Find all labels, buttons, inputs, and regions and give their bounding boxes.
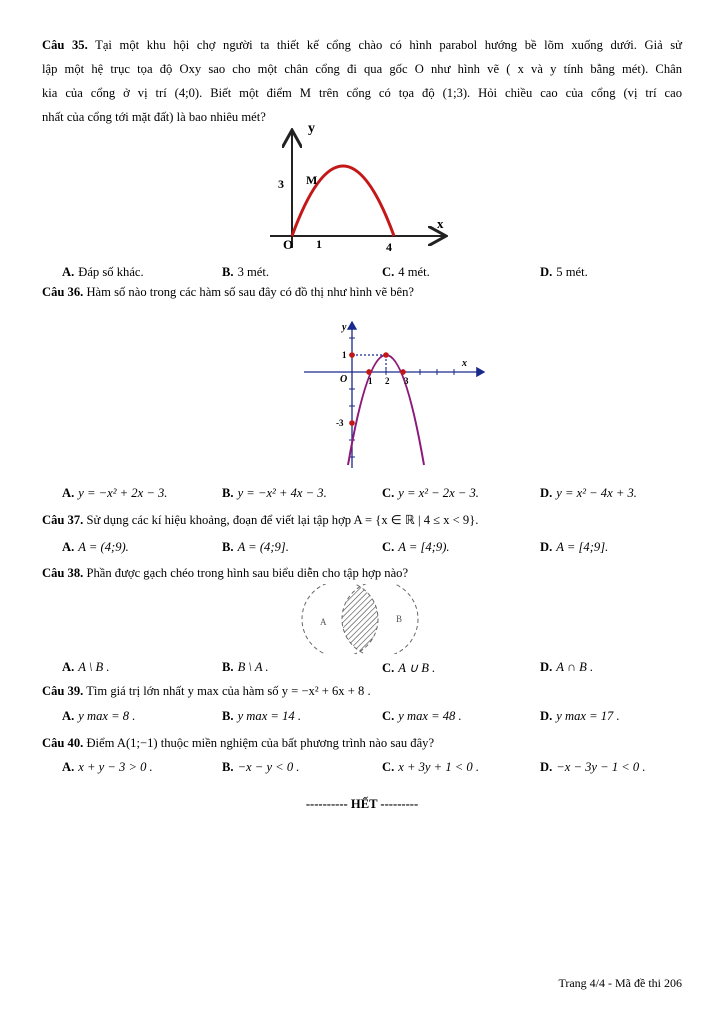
q36-text: Hàm số nào trong các hàm số sau đây có đồ thị như hình vẽ bên? <box>86 285 414 299</box>
q38-label-b: B <box>396 614 403 624</box>
q38-number: Câu 38. <box>42 566 84 580</box>
q36-y-label: y <box>342 322 347 333</box>
q35-text-1: Tại một khu hội chợ người ta thiết kế cổng chào có hình parabol hướng bề lõm xuống dưới. Giả sử <box>95 38 683 52</box>
q38-option-b[interactable]: B. B \ A . <box>222 660 269 674</box>
q38-label-a: A <box>320 617 327 627</box>
q35-x-label: x <box>437 216 444 231</box>
q38-option-d[interactable]: D. A ∩ B . <box>540 660 594 674</box>
q35-line-2 <box>42 62 682 77</box>
q36-option-c[interactable]: C. y = x² − 2x − 3. <box>382 486 479 500</box>
q40-option-b[interactable]: B. −x − y < 0 . <box>222 760 300 774</box>
q39-line <box>42 684 371 699</box>
q37-line <box>42 512 478 528</box>
q35-option-a[interactable]: A. Đáp số khác. <box>62 265 144 279</box>
q38-option-c[interactable]: C. A ∪ B . <box>382 661 436 675</box>
q40-option-d[interactable]: D. −x − 3y − 1 < 0 . <box>540 760 646 774</box>
q35-option-b[interactable]: B. 3 mét. <box>222 265 270 279</box>
q39-option-c[interactable]: C. y max = 48 . <box>382 709 462 723</box>
q37-option-c[interactable]: C. A = [4;9). <box>382 540 450 554</box>
end-marker: ---------- HẾT --------- <box>305 797 419 811</box>
q35-text-4: nhất của cổng tới mặt đất) là bao nhiêu mét? <box>42 110 266 124</box>
q36-tick-label-2: 2 <box>385 376 390 386</box>
q38-venn-figure <box>296 584 438 654</box>
page-footer: Trang 4/4 - Mã đề thi 206 <box>558 976 682 990</box>
q35-tick-1: 1 <box>316 237 322 251</box>
q39-number: Câu 39. <box>42 684 84 698</box>
q39-option-d[interactable]: D. y max = 17 . <box>540 709 620 723</box>
q35-line-1 <box>42 38 682 53</box>
q35-text-2: lập một hệ trục tọa độ Oxy sao cho một chân cổng đi qua gốc O như hình vẽ ( x và y tính bằng mét). Chân <box>42 62 682 76</box>
q36-origin: O <box>340 374 348 385</box>
q35-tick-3: 3 <box>278 177 284 191</box>
q35-y-label: y <box>308 121 315 136</box>
q35-option-d[interactable]: D. 5 mét. <box>540 265 588 279</box>
q40-option-c[interactable]: C. x + 3y + 1 < 0 . <box>382 760 480 774</box>
q38-line <box>42 566 408 581</box>
q36-tick-label-3: 3 <box>404 376 409 386</box>
q36-number: Câu 36. <box>42 285 84 299</box>
q36-point-x3 <box>400 369 406 375</box>
q36-graph-figure <box>298 318 488 470</box>
q38-option-a[interactable]: A. A \ B . <box>62 660 110 674</box>
q35-line-3 <box>42 86 682 101</box>
q35-line-4 <box>42 110 266 125</box>
q40-option-a[interactable]: A. x + y − 3 > 0 . <box>62 760 153 774</box>
q36-point-y1 <box>349 352 355 358</box>
q39-text: Tìm giá trị lớn nhất y max của hàm số y = −x² + 6x + 8 . <box>86 684 371 698</box>
q35-option-c[interactable]: C. 4 mét. <box>382 265 430 279</box>
q35-origin: O <box>283 237 294 252</box>
q36-option-d[interactable]: D. y = x² − 4x + 3. <box>540 486 637 500</box>
q40-number: Câu 40. <box>42 736 84 750</box>
q36-line <box>42 285 414 300</box>
q39-option-b[interactable]: B. y max = 14 . <box>222 709 301 723</box>
q36-tick-label-yneg3: -3 <box>336 418 344 428</box>
q35-gate-figure <box>262 118 462 258</box>
q36-x-label: x <box>462 358 467 369</box>
q38-intersection-hatch <box>342 584 418 654</box>
q37-option-d[interactable]: D. A = [4;9]. <box>540 540 609 554</box>
q35-tick-4: 4 <box>386 240 392 254</box>
q37-number: Câu 37. <box>42 513 84 527</box>
q36-tick-label-y1: 1 <box>342 350 347 360</box>
q39-option-a[interactable]: A. y max = 8 . <box>62 709 136 723</box>
q37-option-b[interactable]: B. A = (4;9]. <box>222 540 289 554</box>
q36-vertex <box>383 352 389 358</box>
q36-option-b[interactable]: B. y = −x² + 4x − 3. <box>222 486 327 500</box>
q35-point-m: M <box>306 173 318 187</box>
q38-text: Phần được gạch chéo trong hình sau biểu diễn cho tập hợp nào? <box>86 566 409 580</box>
q36-tick-label-1: 1 <box>368 376 373 386</box>
q35-text-3: kia của cổng ở vị trí (4;0). Biết một điểm M trên cổng có tọa độ (1;3). Hỏi chiều cao của cổng (vị trí cao <box>42 86 682 100</box>
q37-option-a[interactable]: A. A = (4;9). <box>62 540 129 554</box>
q37-text: Sử dụng các kí hiệu khoảng, đoạn để viết lại tập hợp A = {x ∈ ℝ | 4 ≤ x < 9}. <box>86 513 479 527</box>
q36-point-x1 <box>366 369 372 375</box>
q40-line <box>42 736 434 751</box>
q35-number: Câu 35. <box>42 38 88 52</box>
q40-text: Điểm A(1;−1) thuộc miền nghiệm của bất phương trình nào sau đây? <box>86 736 435 750</box>
q36-point-y-neg3 <box>349 420 355 426</box>
q36-option-a[interactable]: A. y = −x² + 2x − 3. <box>62 486 168 500</box>
